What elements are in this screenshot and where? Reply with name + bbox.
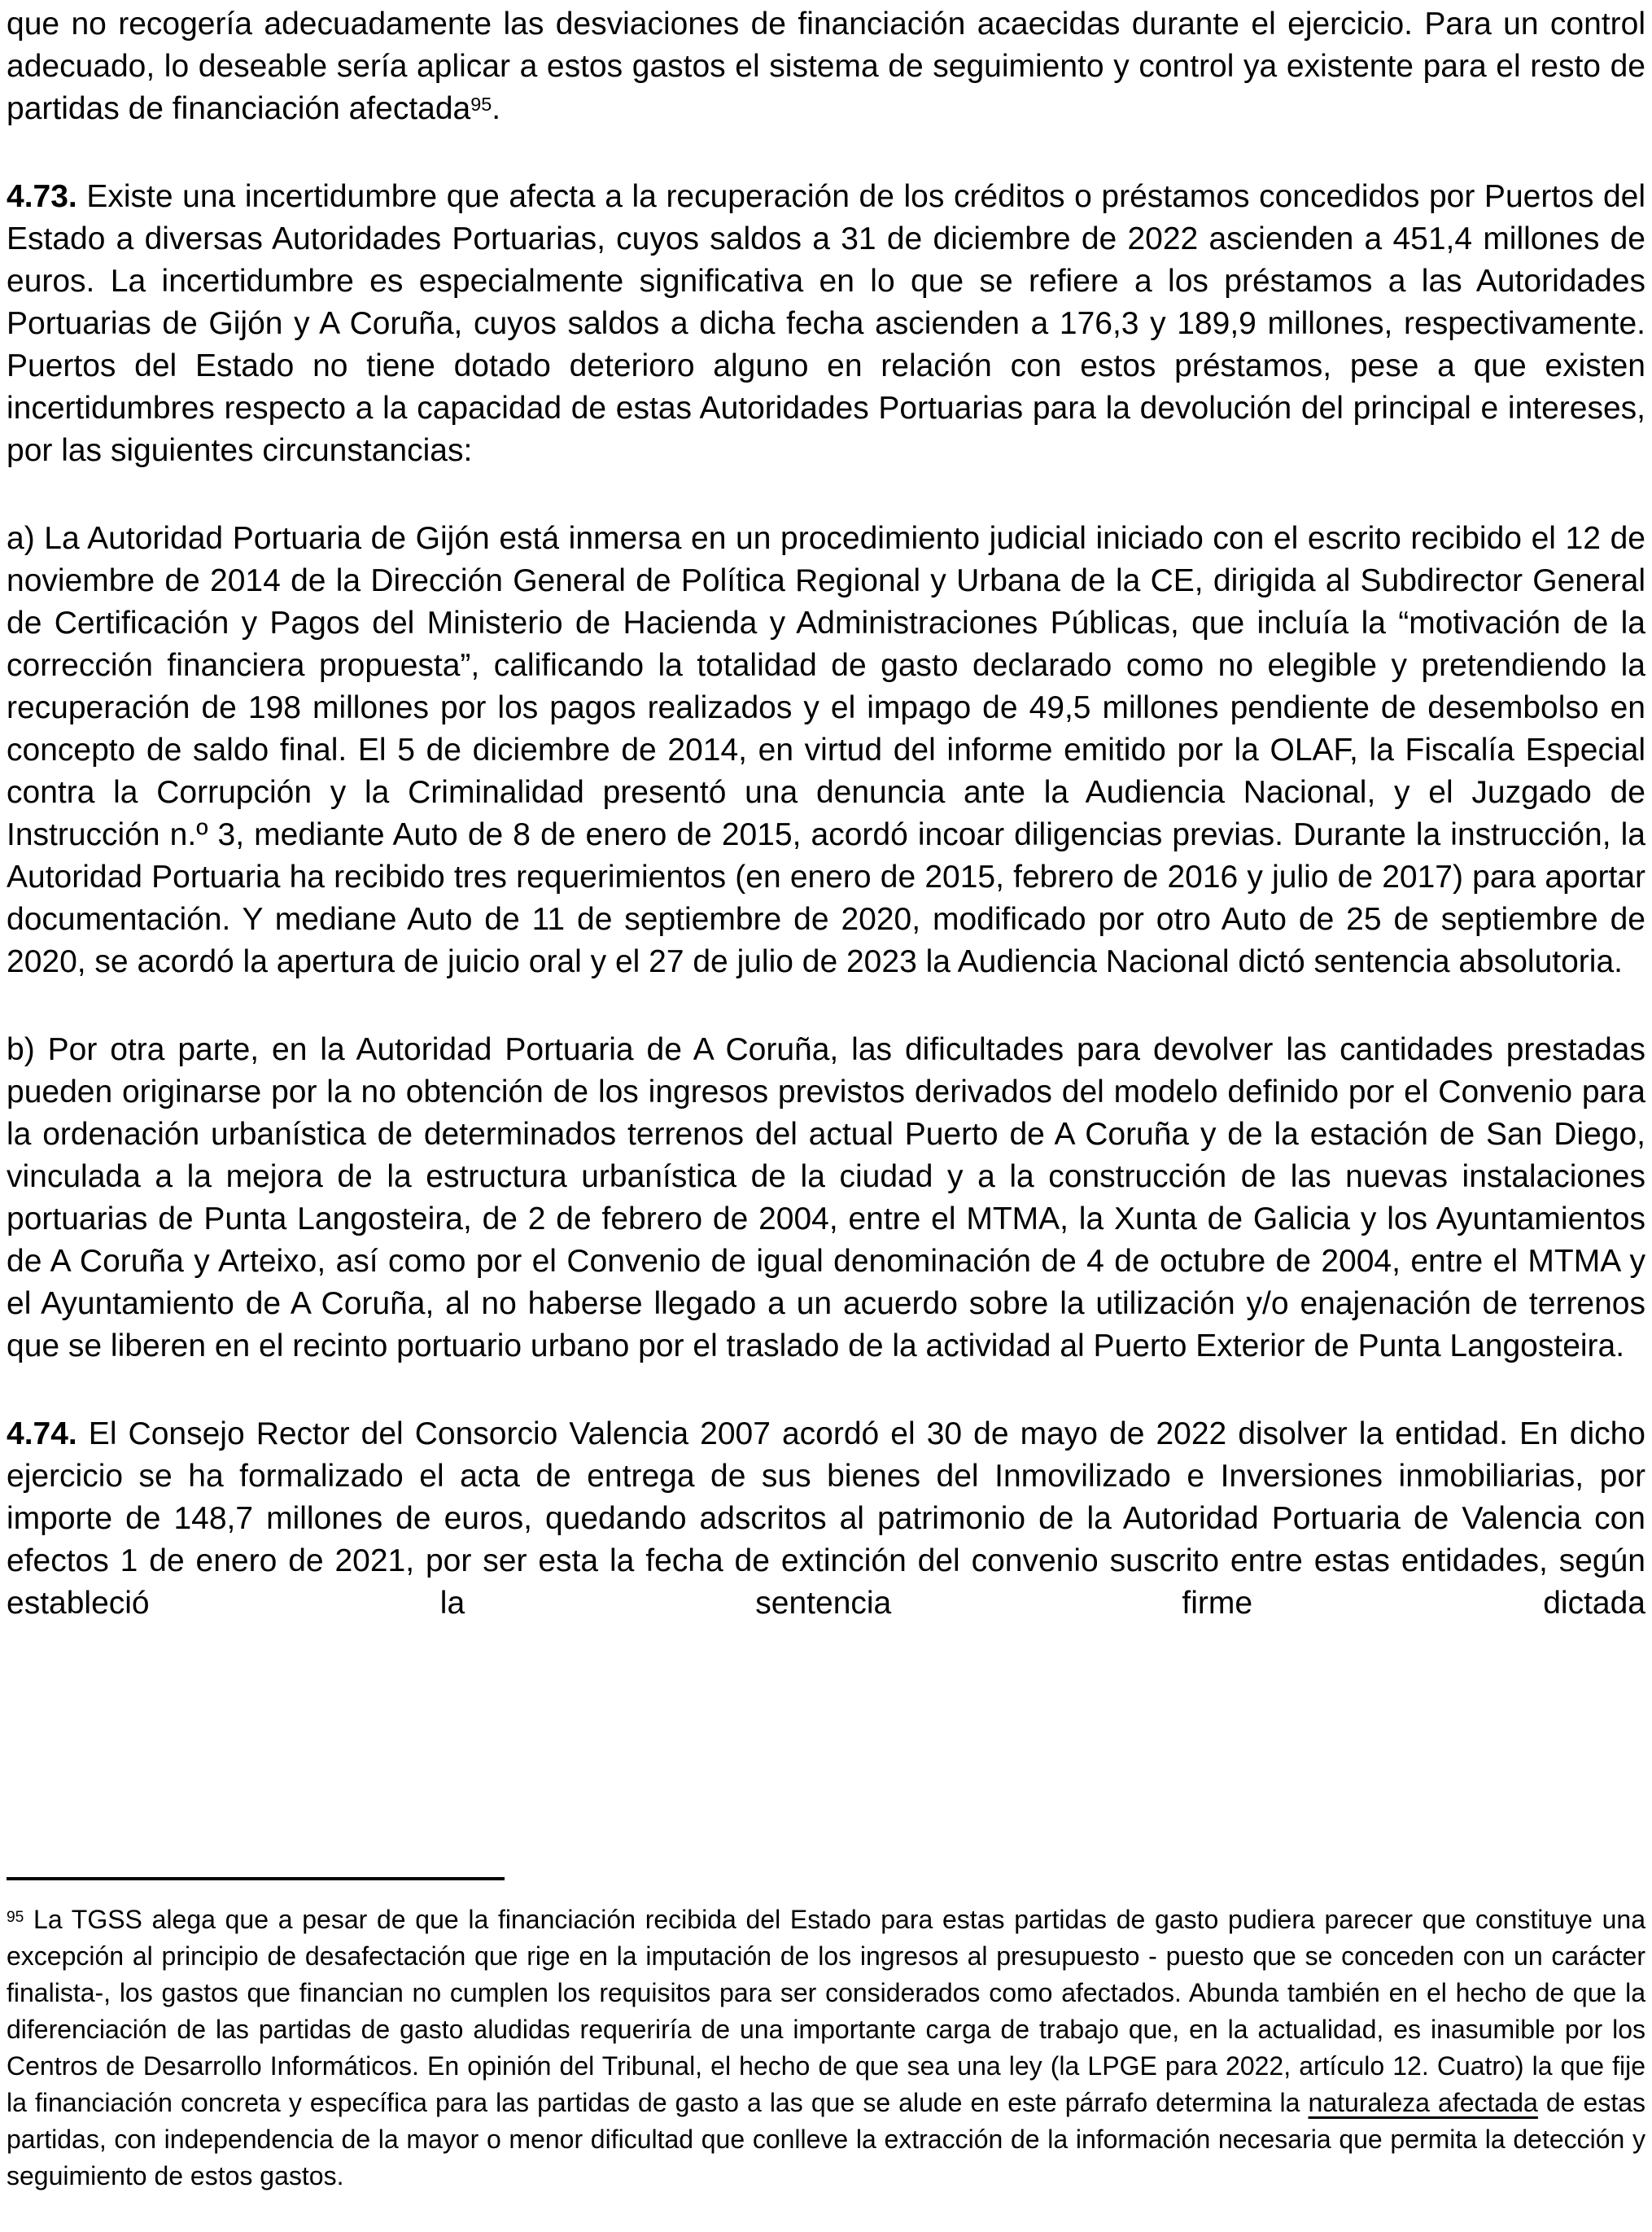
paragraph-text: El Consejo Rector del Consorcio Valencia 2007 acordó el 30 de mayo de 2022 disolver la entidad. En dicho ejercicio se ha formalizado el acta de entrega de sus bienes del Inmovilizado e Inversiones inmobiliarias, por importe de 148,7 millones de euros, quedando adscritos al patrimonio de la Autoridad Portuaria de Valencia con efectos 1 de enero de 2021, por ser esta la fecha de extinción del convenio suscrito entre estas entidades, según estableció la sentencia firme dictada bbox=[7, 1416, 1645, 1621]
paragraph-continuation bbox=[7, 3, 1645, 130]
footnote-95 bbox=[7, 1902, 1645, 2195]
paragraph-text: Existe una incertidumbre que afecta a la recuperación de los créditos o préstamos concedidos por Puertos del Estado a diversas Autoridades Portuarias, cuyos saldos a 31 de diciembre de 2022 ascienden a 451,4 millones de euros. La incertidumbre es especialmente significativa en lo que se refiere a los préstamos a las Autoridades Portuarias de Gijón y A Coruña, cuyos saldos a dicha fecha ascienden a 176,3 y 189,9 millones, respectivamente. Puertos del Estado no tiene dotado deterioro alguno en relación con estos préstamos, pese a que existen incertidumbres respecto a la capacidad de estas Autoridades Portuarias para la devolución del principal e intereses, por las siguientes circunstancias: bbox=[7, 179, 1645, 468]
paragraph-text: a) La Autoridad Portuaria de Gijón está inmersa en un procedimiento judicial iniciado con el escrito recibido el 12 de noviembre de 2014 de la Dirección General de Política Regional y Urbana de la CE, dirigida al Subdirector General de Certificación y Pagos del Ministerio de Hacienda y Administraciones Públicas, que incluía la “motivación de la corrección financiera propuesta”, calificando la totalidad de gasto declarado como no elegible y pretendiendo la recuperación de 198 millones por los pagos realizados y el impago de 49,5 millones pendiente de desembolso en concepto de saldo final. El 5 de diciembre de 2014, en virtud del informe emitido por la OLAF, la Fiscalía Especial contra la Corrupción y la Criminalidad presentó una denuncia ante la Audiencia Nacional, y el Juzgado de Instrucción n.º 3, mediante Auto de 8 de enero de 2015, acordó incoar diligencias previas. Durante la instrucción, la Autoridad Portuaria ha recibido tres requerimientos (en enero de 2015, febrero de 2016 y julio de 2017) para aportar documentación. Y mediane Auto de 11 de septiembre de 2020, modificado por otro Auto de 25 de septiembre de 2020, se acordó la apertura de juicio oral y el 27 de julio de 2023 la Audiencia Nacional dictó sentencia absolutoria. bbox=[7, 521, 1645, 979]
footnote-reference-95: 95 bbox=[470, 94, 492, 116]
paragraph-item-a bbox=[7, 518, 1645, 983]
footnote-underlined-text: naturaleza afectada bbox=[1308, 2088, 1538, 2117]
paragraph-text: b) Por otra parte, en la Autoridad Portuaria de A Coruña, las dificultades para devolver las cantidades prestadas pueden originarse por la no obtención de los ingresos previstos derivados del modelo definido por el Convenio para la ordenación urbanística de determinados terrenos del actual Puerto de A Coruña y de la estación de San Diego, vinculada a la mejora de la estructura urbanística de la ciudad y a la construcción de las nuevas instalaciones portuarias de Punta Langosteira, de 2 de febrero de 2004, entre el MTMA, la Xunta de Galicia y los Ayuntamientos de A Coruña y Arteixo, así como por el Convenio de igual denominación de 4 de octubre de 2004, entre el MTMA y el Ayuntamiento de A Coruña, al no haberse llegado a un acuerdo sobre la utilización y/o enajenación de terrenos que se liberen en el recinto portuario urbano por el traslado de la actividad al Puerto Exterior de Punta Langosteira. bbox=[7, 1032, 1645, 1363]
footnote-area bbox=[7, 1877, 1645, 2195]
report-body bbox=[7, 3, 1645, 1875]
footnote-text: de estas partidas, con independencia de la mayor o menor dificultad que conlleve la extracción de la información necesaria que permita la detección y seguimiento de estos gastos. bbox=[7, 2088, 1646, 2190]
paragraph-4-74 bbox=[7, 1413, 1645, 1625]
paragraph-item-b bbox=[7, 1029, 1645, 1368]
paragraph-text: . bbox=[492, 91, 501, 126]
paragraph-4-73 bbox=[7, 176, 1645, 472]
paragraph-text: que no recogería adecuadamente las desviaciones de financiación acaecidas durante el ejercicio. Para un control adecuado, lo deseable sería aplicar a estos gastos el sistema de seguimiento y control ya existente para el resto de partidas de financiación afectada bbox=[7, 7, 1645, 126]
paragraph-number-4-73: 4.73. bbox=[7, 179, 77, 214]
footnote-marker-95: 95 bbox=[7, 1908, 24, 1926]
paragraph-number-4-74: 4.74. bbox=[7, 1416, 77, 1451]
footnote-text: La TGSS alega que a pesar de que la financiación recibida del Estado para estas partidas de gasto pudiera parecer que constituye una excepción al principio de desafectación que rige en la imputación de los ingresos al presupuesto - puesto que se conceden con un carácter finalista-, los gastos que financian no cumplen los requisitos para ser considerados como afectados. Abunda también en el hecho de que la diferenciación de las partidas de gasto aludidas requeriría de una importante carga de trabajo que, en la actualidad, es inasumible por los Centros de Desarrollo Informáticos. En opinión del Tribunal, el hecho de que sea una ley (la LPGE para 2022, artículo 12. Cuatro) la que fije la financiación concreta y específica para las partidas de gasto a las que se alude en este párrafo determina la bbox=[7, 1905, 1645, 2117]
footnote-separator bbox=[7, 1877, 505, 1880]
